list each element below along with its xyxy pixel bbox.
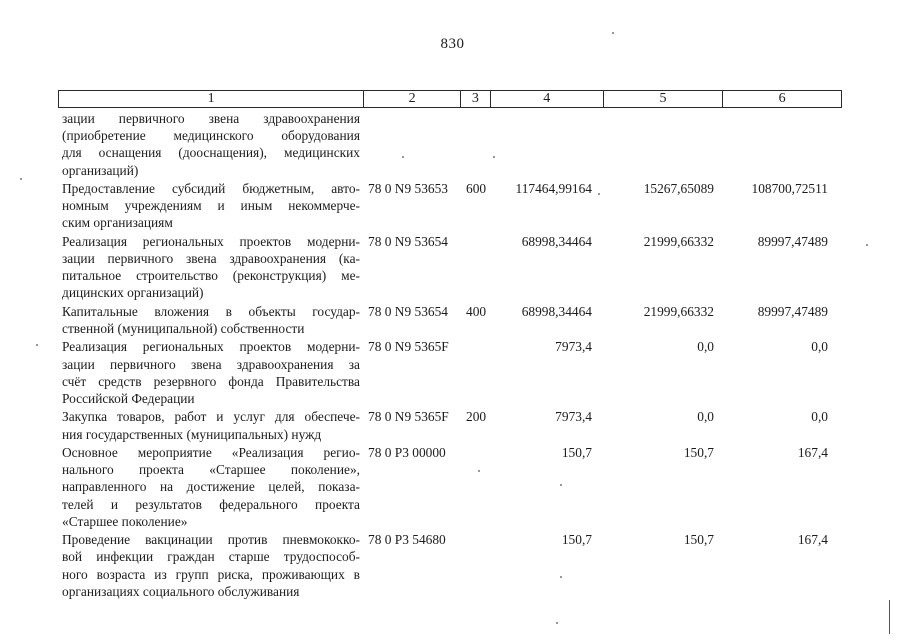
scan-speck [36, 344, 38, 346]
amount-year-3: 0,0 [811, 409, 828, 425]
amount-year-1: 117464,99164 [515, 181, 592, 196]
description-line: номным учреждениям и иным некоммерче- [62, 198, 360, 214]
row-description [62, 338, 360, 407]
amount-year-1: 68998,34464 [521, 303, 592, 319]
header-col-4: 4 [491, 91, 604, 107]
description-line: вой инфекции граждан старше трудоспособ- [62, 549, 360, 565]
amount-year-3: 167,4 [797, 445, 828, 460]
target-article-code: 78 0 N9 5365F [368, 339, 449, 355]
amount-year-2: 0,0 [697, 409, 714, 425]
row-description [62, 531, 360, 600]
page-number: 830 [440, 36, 465, 52]
scan-speck [493, 156, 495, 158]
expense-type-code: 200 [466, 409, 487, 425]
target-article-code: 78 0 N9 53653 [368, 181, 448, 196]
header-col-2: 2 [364, 91, 461, 107]
description-line: зации первичного звена здравоохранения (ка- [62, 251, 360, 266]
amount-year-2: 21999,66332 [643, 233, 714, 249]
description-line: счёт средств резервного фонда Правительства [62, 373, 360, 389]
scan-edge-mark [889, 600, 890, 634]
scan-speck [560, 484, 562, 486]
description-line: ственной (муниципальной) собственности [62, 321, 305, 336]
scan-speck [866, 244, 868, 246]
amount-year-3: 89997,47489 [757, 233, 828, 249]
row-description [62, 408, 360, 442]
header-col-1: 1 [59, 91, 364, 107]
description-line: Реализация региональных проектов модерни- [62, 339, 360, 355]
description-line: нального проекта «Старшее поколение», [62, 462, 360, 478]
header-col-3: 3 [461, 91, 491, 107]
description-line: ния государственных (муниципальных) нужд [62, 426, 322, 442]
amount-year-2: 21999,66332 [643, 303, 714, 319]
description-line: организациях социального обслуживания [62, 583, 300, 599]
amount-year-1: 7973,4 [555, 409, 592, 425]
description-line: направленного на достижение целей, показа- [62, 479, 360, 495]
description-line: Закупка товаров, работ и услуг для обеспече- [62, 409, 360, 425]
amount-year-2: 0,0 [697, 339, 714, 355]
amount-year-1: 7973,4 [555, 339, 592, 355]
amount-year-2: 150,7 [683, 532, 714, 548]
header-col-6: 6 [778, 91, 786, 106]
description-line: для оснащения (дооснащения), медицинских [62, 145, 360, 161]
description-line: телей и результатов федерального проекта [62, 496, 360, 512]
description-line: Капитальные вложения в объекты государ- [62, 303, 360, 319]
scan-speck [612, 32, 614, 34]
row-description [62, 180, 360, 232]
amount-year-3: 89997,47489 [757, 303, 828, 319]
description-line: Проведение вакцинации против пневмококко- [62, 532, 360, 548]
scan-speck [598, 193, 600, 195]
description-line: Основное мероприятие «Реализация регио- [62, 445, 360, 460]
description-line: ским организациям [62, 215, 173, 231]
amount-year-1: 68998,34464 [521, 233, 592, 249]
description-line: Российской Федерации [62, 391, 195, 406]
description-line: ного возраста из групп риска, проживающих в [62, 566, 360, 582]
amount-year-2: 15267,65089 [643, 181, 714, 196]
amount-year-3: 167,4 [797, 532, 828, 548]
description-line: Предоставление субсидий бюджетным, авто- [62, 181, 360, 196]
amount-year-3: 0,0 [811, 339, 828, 355]
row-description [62, 444, 360, 530]
target-article-code: 78 0 N9 53654 [368, 303, 448, 319]
expense-type-code: 600 [466, 181, 487, 196]
description-line: (приобретение медицинского оборудования [62, 128, 360, 144]
row-description [62, 233, 360, 302]
amount-year-3: 108700,72511 [751, 181, 828, 196]
amount-year-1: 150,7 [561, 532, 592, 548]
header-col-5: 5 [604, 91, 724, 107]
description-line: организаций) [62, 162, 139, 178]
scan-speck [478, 470, 480, 472]
scan-speck [560, 576, 562, 578]
description-line: зации первичного звена здравоохранения за [62, 356, 360, 372]
target-article-code: 78 0 N9 53654 [368, 233, 448, 249]
description-line: зации первичного звена здравоохранения [62, 111, 360, 126]
amount-year-2: 150,7 [683, 445, 714, 460]
expense-type-code: 400 [466, 303, 487, 319]
scan-speck [556, 622, 558, 624]
target-article-code: 78 0 N9 5365F [368, 409, 449, 425]
target-article-code: 78 0 P3 00000 [368, 445, 446, 460]
description-line: «Старшее поколение» [62, 513, 188, 529]
row-description [62, 303, 360, 337]
scan-speck [402, 156, 404, 158]
scan-speck [20, 178, 22, 180]
description-line: Реализация региональных проектов модерни- [62, 233, 360, 249]
amount-year-1: 150,7 [561, 445, 592, 460]
row-description [62, 110, 360, 179]
description-line: питальное строительство (реконструкция) ме- [62, 268, 360, 284]
target-article-code: 78 0 P3 54680 [368, 532, 446, 548]
description-line: дицинских организаций) [62, 285, 204, 301]
